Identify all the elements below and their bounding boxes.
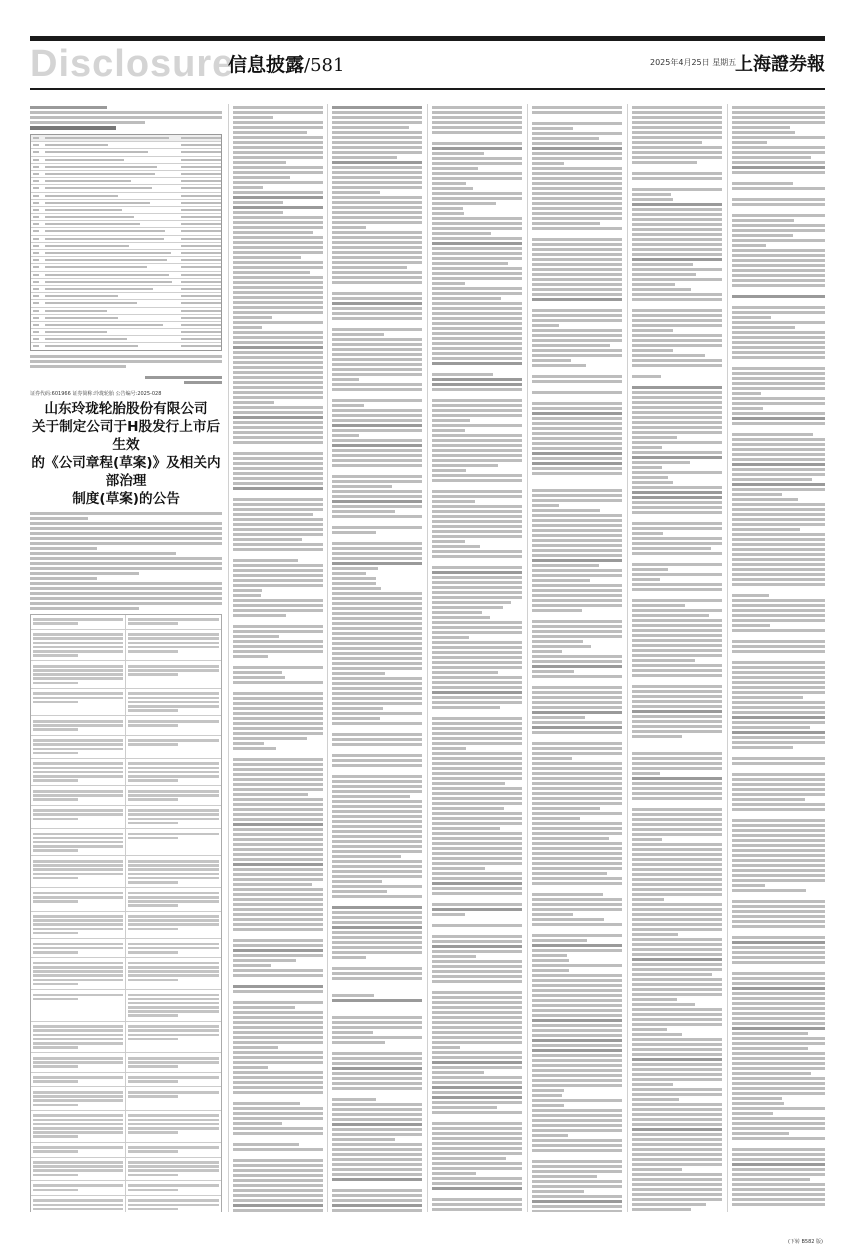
table-row <box>31 207 221 214</box>
table-row <box>31 257 221 264</box>
column-divider <box>228 104 229 1212</box>
issue-weekday: 星期五 <box>712 58 737 67</box>
brand-wordmark: Disclosure <box>30 43 235 85</box>
table-row <box>31 689 221 717</box>
column-text <box>732 106 825 1212</box>
announcement-headline <box>30 400 222 508</box>
table-row <box>31 806 221 829</box>
table-row <box>31 293 221 300</box>
table-notes <box>30 355 222 384</box>
regulation-table <box>30 134 222 351</box>
column-text <box>632 106 722 1212</box>
column-5 <box>532 104 622 1212</box>
table-row <box>31 221 221 228</box>
table-row <box>31 279 221 286</box>
column-text <box>233 106 323 1212</box>
masthead <box>30 44 825 84</box>
table-row <box>31 630 221 662</box>
table-row <box>31 149 221 156</box>
table-row <box>31 135 221 142</box>
section-title <box>228 50 344 77</box>
table-row <box>31 615 221 630</box>
table-row <box>31 300 221 307</box>
column-left <box>30 104 222 1212</box>
table-row <box>31 343 221 349</box>
table-row <box>31 185 221 192</box>
table-row <box>31 193 221 200</box>
newspaper-logo: 上海證券報 <box>735 54 825 75</box>
column-3 <box>332 104 422 1212</box>
table-row <box>31 142 221 149</box>
table-row <box>31 759 221 787</box>
table-row <box>31 888 221 911</box>
table-row <box>31 1053 221 1072</box>
headline-line-2: 关于制定公司于H股发行上市后生效 <box>31 418 221 453</box>
continued-text <box>30 106 222 130</box>
column-6 <box>632 104 722 1212</box>
column-divider <box>327 104 328 1212</box>
table-row <box>31 329 221 336</box>
table-row <box>31 228 221 235</box>
table-row <box>31 157 221 164</box>
table-row <box>31 243 221 250</box>
table-row <box>31 250 221 257</box>
column-divider <box>727 104 728 1212</box>
table-row <box>31 264 221 271</box>
table-row <box>31 164 221 171</box>
headline-line-3: 的《公司章程(草案)》及相关内部治理 <box>31 454 221 489</box>
dateline <box>650 57 736 68</box>
column-divider <box>427 104 428 1212</box>
table-row <box>31 661 221 689</box>
headline-line-4: 制度(草案)的公告 <box>72 490 180 507</box>
table-row <box>31 178 221 185</box>
table-row <box>31 200 221 207</box>
headline-line-1: 山东玲珑轮胎股份有限公司 <box>44 400 208 417</box>
table-row <box>31 716 221 735</box>
page-number: /581 <box>304 55 345 76</box>
section-name: 信息披露 <box>228 54 305 76</box>
announcement-body <box>30 512 222 610</box>
table-row <box>31 786 221 805</box>
column-divider <box>627 104 628 1212</box>
table-row <box>31 856 221 888</box>
column-text <box>532 106 622 1212</box>
table-row <box>31 171 221 178</box>
table-row <box>31 1196 221 1212</box>
table-row <box>31 958 221 990</box>
column-2 <box>233 104 323 1212</box>
column-divider <box>527 104 528 1212</box>
table-row <box>31 214 221 221</box>
table-row <box>31 1111 221 1143</box>
table-row <box>31 308 221 315</box>
table-row <box>31 315 221 322</box>
table-row <box>31 322 221 329</box>
table-row <box>31 990 221 1022</box>
column-text <box>432 106 522 1212</box>
table-row <box>31 286 221 293</box>
table-row <box>31 336 221 343</box>
table-row <box>31 912 221 940</box>
issue-date: 2025年4月25日 <box>650 58 710 67</box>
table-row <box>31 1143 221 1158</box>
top-rule <box>30 36 825 41</box>
table-row <box>31 272 221 279</box>
table-row <box>31 1181 221 1196</box>
column-7 <box>732 104 825 1212</box>
table-row <box>31 829 221 857</box>
column-text <box>332 106 422 1212</box>
table-row <box>31 236 221 243</box>
column-4 <box>432 104 522 1212</box>
articles-comparison-table <box>30 614 222 1212</box>
masthead-rule <box>30 88 825 90</box>
table-row <box>31 1158 221 1181</box>
announcement-codes: 证券代码:601966 证券简称:玲珑轮胎 公告编号:2025-028 <box>30 390 162 397</box>
table-row <box>31 1087 221 1110</box>
table-row <box>31 939 221 958</box>
table-row <box>31 1022 221 1054</box>
table-row <box>31 1073 221 1088</box>
continued-on-tag: (下转 B582 版) <box>787 1239 823 1245</box>
table-row <box>31 736 221 759</box>
